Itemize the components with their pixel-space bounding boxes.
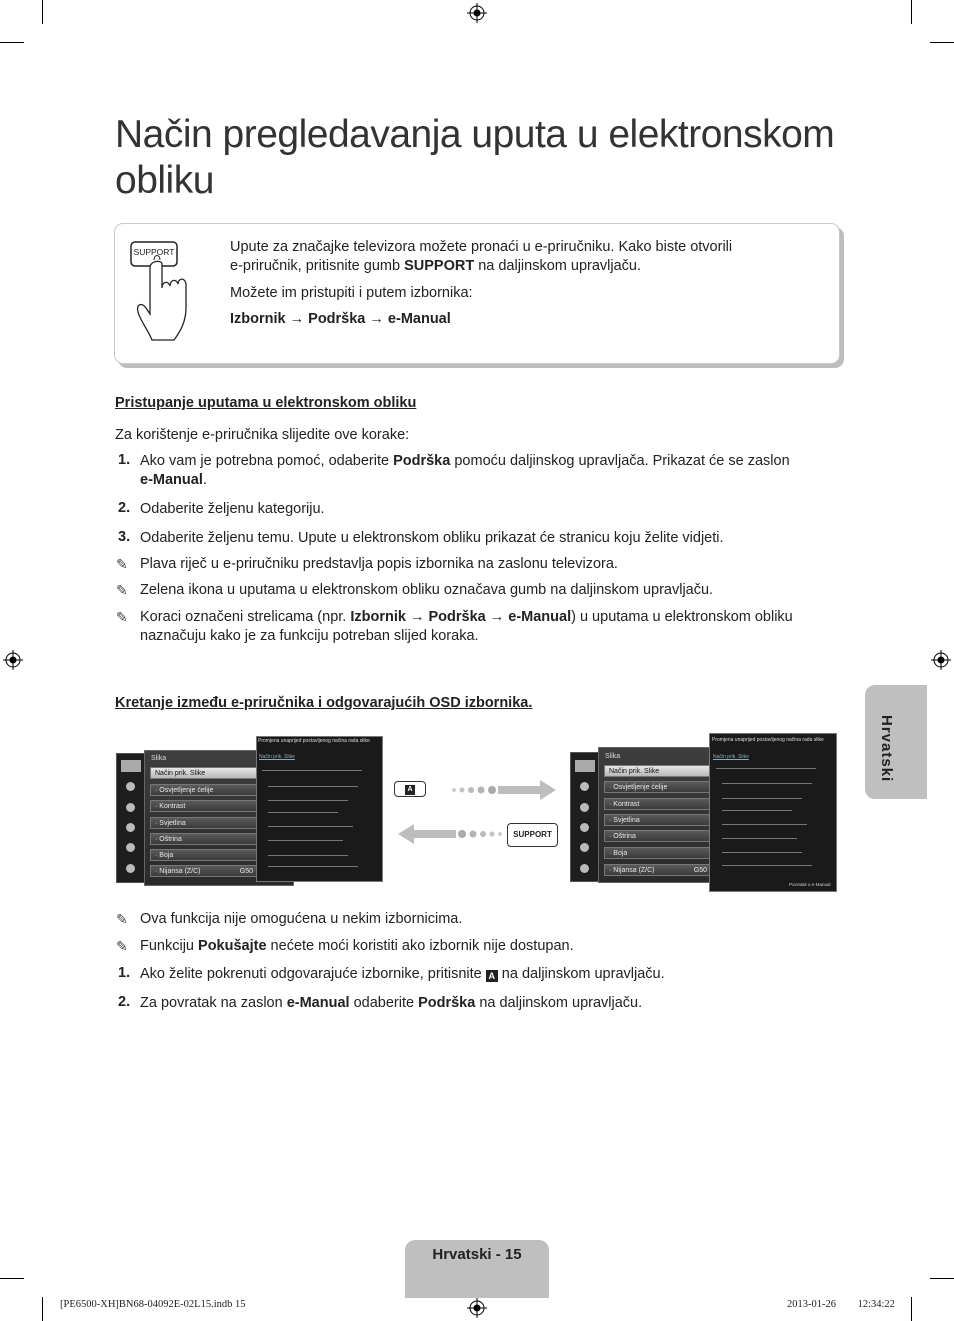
note-icon: ✎ xyxy=(116,911,128,927)
osd-menu-item: · Osvjetljenje ćelije xyxy=(150,784,260,796)
text-line xyxy=(722,838,797,839)
osd-menu-item: · Boja xyxy=(150,849,260,861)
e-manual-heading: Način prik. Slike xyxy=(713,754,749,760)
osd-menu-item: · Svjetlina xyxy=(150,817,260,829)
step-text: Odaberite željenu kategoriju. xyxy=(140,501,325,517)
note-text: Koraci označeni strelicama (npr. Izbornik → Podrška → e-Manual) u uputama u elektronskom obliku xyxy=(140,609,793,625)
text-line xyxy=(262,770,362,771)
category-icon xyxy=(126,803,135,812)
crop-mark xyxy=(0,1278,24,1279)
text-line xyxy=(722,810,792,811)
e-manual-footer: Povratak u e-Manual xyxy=(789,882,831,887)
osd-menu-item: Način prik. Slike xyxy=(604,765,714,777)
osd-menu-item: · Kontrast xyxy=(604,798,714,810)
category-icon xyxy=(126,782,135,791)
print-slug: [PE6500-XH]BN68-04092E-02L15.indb 15 xyxy=(60,1299,246,1310)
category-icon xyxy=(580,803,589,812)
step-text: Ako vam je potrebna pomoć, odaberite Podrška pomoću daljinskog upravljača. Prikazat će se zaslon xyxy=(140,453,790,469)
text-line xyxy=(722,798,802,799)
osd-menu-item: · Nijansa (Z/C) G50 xyxy=(150,865,260,877)
text-line xyxy=(268,826,353,827)
language-side-tab: Hrvatski xyxy=(865,685,927,799)
crop-mark xyxy=(930,42,954,43)
step-text: Odaberite željenu temu. Upute u elektronskom obliku prikazat će stranicu koju želite vidjeti. xyxy=(140,530,724,546)
print-timestamp: 2013-01-26 ￿￿ 12:34:22 xyxy=(787,1299,895,1310)
button-a-icon: A xyxy=(486,970,498,982)
text-line xyxy=(268,866,358,867)
registration-mark-icon xyxy=(467,3,487,23)
text-line xyxy=(716,768,816,769)
osd-menu-title: Slika xyxy=(605,753,621,760)
note-text: Zelena ikona u uputama u elektronskom obliku označava gumb na daljinskom upravljaču. xyxy=(140,582,714,598)
text-line xyxy=(268,800,348,801)
intro-text: Za korištenje e-priručnika slijedite ove korake: xyxy=(115,427,410,443)
crop-mark xyxy=(930,1278,954,1279)
registration-mark-icon xyxy=(3,650,23,670)
page-number-tab: Hrvatski - 15 xyxy=(405,1240,549,1298)
registration-mark-icon xyxy=(931,650,951,670)
registration-mark-icon xyxy=(467,1298,487,1318)
category-icon xyxy=(580,823,589,832)
category-icon xyxy=(580,864,589,873)
text-line xyxy=(722,783,812,784)
text-line xyxy=(722,824,807,825)
info-line-3: Možete im pristupiti i putem izbornika: xyxy=(230,285,473,301)
crop-mark xyxy=(42,1297,43,1321)
step-number: 1. xyxy=(118,965,131,981)
page-title: Način pregledavanja uputa u elektronskom obliku xyxy=(115,113,835,202)
crop-mark xyxy=(911,0,912,24)
osd-menu-title: Slika xyxy=(151,755,167,762)
osd-menu-item: Način prik. Slike xyxy=(150,767,260,779)
step-text: e-Manual. xyxy=(140,472,207,488)
osd-menu-item: · Osvjetljenje ćelije xyxy=(604,781,714,793)
note-text: Ova funkcija nije omogućena u nekim izbornicima. xyxy=(140,911,463,927)
text-line xyxy=(722,865,812,866)
note-icon: ✎ xyxy=(116,556,128,572)
crop-mark xyxy=(42,0,43,24)
picture-icon xyxy=(121,760,141,772)
note-icon: ✎ xyxy=(116,609,128,625)
crop-mark xyxy=(0,42,24,43)
support-button: SUPPORT xyxy=(507,823,558,847)
category-icon xyxy=(580,782,589,791)
note-text: Funkciju Pokušajte nećete moći koristiti ako izbornik nije dostupan. xyxy=(140,938,574,954)
text-line xyxy=(268,855,348,856)
osd-menu-item: · Kontrast xyxy=(150,800,260,812)
section-heading: Kretanje između e-priručnika i odgovarajućih OSD izbornika. xyxy=(115,695,533,711)
osd-menu-item: · Oštrina xyxy=(604,830,714,842)
osd-menu-item: · Nijansa (Z/C) G50 xyxy=(604,864,714,876)
note-text: Plava riječ u e-priručniku predstavlja popis izbornika na zaslonu televizora. xyxy=(140,556,618,572)
note-text: naznačuju kako je za funkciju potreban slijed koraka. xyxy=(140,628,479,644)
text-line xyxy=(268,786,358,787)
osd-menu-item: · Svjetlina xyxy=(604,814,714,826)
e-manual-heading: Način prik. Slike xyxy=(259,754,295,760)
section-heading: Pristupanje uputama u elektronskom obliku xyxy=(115,395,417,411)
step-number: 1. xyxy=(118,452,131,468)
info-line-2: e-priručnik, pritisnite gumb SUPPORT na daljinskom upravljaču. xyxy=(230,258,642,274)
step-text: Za povratak na zaslon e-Manual odaberite Podrška na daljinskom upravljaču. xyxy=(140,995,643,1011)
support-button-label: SUPPORT xyxy=(133,247,175,257)
step-text: Ako želite pokrenuti odgovarajuće izbornike, pritisnite A na daljinskom upravljaču. xyxy=(140,966,665,982)
arrow-right-icon xyxy=(448,780,558,800)
crop-mark xyxy=(911,1297,912,1321)
step-number: 2. xyxy=(118,500,131,516)
text-line xyxy=(268,812,338,813)
button-a: A xyxy=(394,781,426,797)
note-icon: ✎ xyxy=(116,938,128,954)
e-manual-title: Promjena unaprijed postavljenog načina rada slike xyxy=(258,738,370,744)
step-number: 3. xyxy=(118,529,131,545)
e-manual-title: Promjena unaprijed postavljenog načina rada slike xyxy=(712,737,824,743)
note-icon: ✎ xyxy=(116,582,128,598)
category-icon xyxy=(126,843,135,852)
osd-menu-item: · Boja xyxy=(604,847,714,859)
info-line-1: Upute za značajke televizora možete pronaći u e-priručniku. Kako biste otvorili xyxy=(230,239,733,255)
category-icon xyxy=(126,864,135,873)
step-number: 2. xyxy=(118,994,131,1010)
picture-icon xyxy=(575,760,595,772)
arrow-left-icon xyxy=(396,824,506,844)
text-line xyxy=(722,852,802,853)
osd-menu-item: · Oštrina xyxy=(150,833,260,845)
menu-path: Izbornik → Podrška → e-Manual xyxy=(230,311,451,327)
category-icon xyxy=(580,843,589,852)
category-icon xyxy=(126,823,135,832)
text-line xyxy=(268,840,343,841)
